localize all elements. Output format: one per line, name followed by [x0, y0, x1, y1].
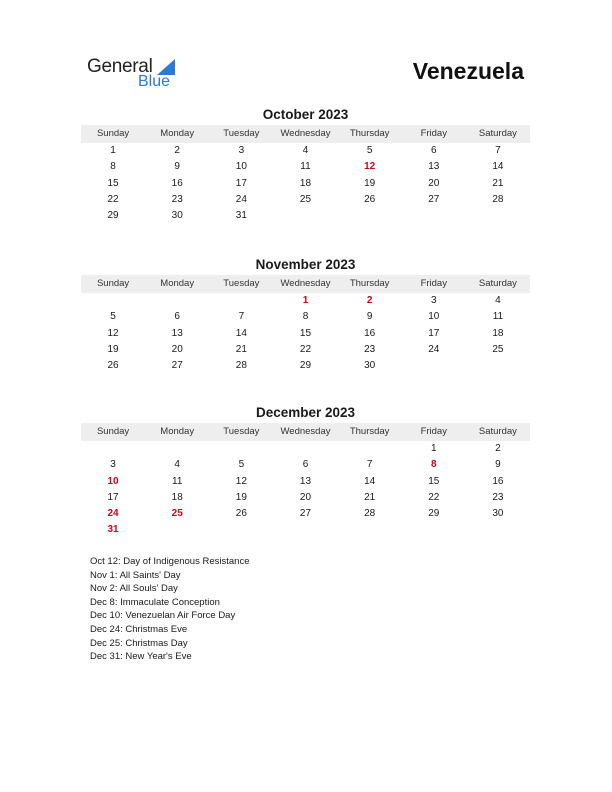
week-row [81, 522, 530, 538]
day-cell: 27 [428, 193, 440, 205]
weekday-label: Tuesday [223, 278, 260, 289]
day-cell: 31 [235, 210, 247, 222]
weekday-label: Wednesday [280, 128, 331, 139]
country-title: Venezuela [412, 58, 524, 84]
day-cell: 11 [492, 311, 504, 323]
day-cell: 20 [171, 343, 183, 355]
holiday-note: Dec 10: Venezuelan Air Force Day [90, 610, 236, 622]
day-cell: 3 [110, 459, 116, 471]
day-cell: 27 [171, 360, 183, 372]
day-cell: 22 [299, 343, 312, 355]
month-calendar [81, 257, 530, 374]
day-cell: 5 [110, 311, 116, 323]
week-row [81, 441, 530, 457]
week-row [81, 506, 530, 522]
day-cell [466, 522, 530, 538]
day-cell: 23 [364, 343, 376, 355]
holiday-note: Nov 1: All Saints' Day [90, 569, 181, 581]
day-cell: 26 [235, 508, 247, 520]
day-cell: 13 [428, 161, 440, 173]
holiday-day-cell: 1 [302, 295, 309, 306]
day-cell: 25 [299, 193, 312, 205]
day-cell: 4 [495, 295, 501, 306]
day-cell: 21 [364, 491, 376, 503]
day-cell: 17 [107, 491, 119, 503]
weekday-label: Thursday [349, 426, 390, 437]
day-cell [402, 522, 466, 538]
month-title: November 2023 [255, 257, 356, 272]
day-cell: 20 [428, 177, 440, 189]
week-row [81, 358, 530, 374]
day-cell [209, 522, 273, 538]
weekday-label: Thursday [349, 278, 390, 289]
day-cell: 7 [238, 311, 245, 323]
day-cell: 13 [299, 475, 312, 487]
day-cell: 15 [299, 327, 312, 339]
holiday-day-cell: 31 [107, 524, 119, 536]
weekday-label: Thursday [349, 128, 390, 139]
day-cell [209, 293, 273, 309]
day-cell: 26 [364, 193, 376, 205]
day-cell: 19 [107, 343, 119, 355]
day-cell: 8 [110, 161, 116, 173]
day-cell: 5 [238, 459, 245, 471]
weekday-label: Saturday [478, 278, 517, 289]
day-cell: 29 [428, 508, 440, 520]
weekday-label: Wednesday [280, 426, 331, 437]
day-cell: 16 [171, 177, 183, 189]
weekday-label: Friday [420, 426, 447, 437]
day-cell: 20 [299, 491, 312, 503]
day-cell: 1 [110, 145, 116, 156]
week-row [81, 192, 530, 208]
day-cell: 21 [235, 343, 247, 355]
day-cell: 12 [107, 327, 119, 339]
week-row [81, 457, 530, 473]
logo-blue-text: Blue [138, 73, 171, 90]
day-cell: 1 [430, 443, 437, 454]
weekday-label: Monday [160, 278, 195, 289]
day-cell [402, 208, 466, 224]
holiday-day-cell: 25 [171, 508, 183, 520]
weekday-label: Friday [420, 128, 447, 139]
weekday-label: Sunday [96, 426, 130, 437]
holiday-day-cell: 24 [107, 508, 119, 520]
holiday-day-cell: 10 [107, 475, 119, 487]
day-cell: 11 [300, 161, 311, 173]
day-cell: 28 [492, 193, 504, 205]
holiday-note: Nov 2: All Souls' Day [90, 583, 178, 595]
day-cell: 15 [428, 475, 440, 487]
day-cell: 7 [366, 459, 373, 471]
weekday-label: Tuesday [223, 426, 260, 437]
day-cell: 30 [171, 210, 183, 222]
week-row [81, 293, 530, 309]
weekday-label: Tuesday [223, 128, 260, 139]
month-title: October 2023 [262, 107, 349, 122]
day-cell: 15 [107, 177, 119, 189]
day-cell: 16 [492, 475, 504, 487]
logo-general-text: General [87, 56, 153, 77]
holiday-note: Dec 24: Christmas Eve [90, 623, 188, 635]
day-cell: 29 [299, 360, 312, 372]
day-cell [466, 208, 530, 224]
day-cell [338, 441, 402, 457]
day-cell: 5 [366, 145, 373, 156]
week-row [81, 309, 530, 325]
weekday-header [81, 423, 530, 441]
week-row [81, 490, 530, 506]
day-cell: 17 [235, 177, 247, 189]
day-cell: 22 [107, 193, 119, 205]
week-row [81, 342, 530, 358]
weekday-label: Monday [160, 426, 195, 437]
day-cell: 24 [428, 343, 440, 355]
day-cell: 9 [366, 311, 373, 323]
day-cell: 14 [364, 475, 376, 487]
weekday-header [81, 275, 530, 293]
month-calendar [81, 107, 530, 224]
weekday-label: Friday [420, 278, 447, 289]
month-title: December 2023 [255, 405, 356, 420]
week-row [81, 143, 530, 159]
week-row [81, 176, 530, 192]
holiday-note: Dec 8: Immaculate Conception [90, 596, 220, 608]
day-cell: 10 [428, 311, 440, 323]
day-cell: 2 [495, 443, 501, 454]
day-cell: 13 [171, 327, 183, 339]
day-cell: 14 [492, 161, 504, 173]
day-cell: 16 [364, 327, 376, 339]
day-cell [145, 441, 209, 457]
day-cell [338, 522, 402, 538]
holiday-day-cell: 8 [430, 459, 437, 471]
week-row [81, 326, 530, 342]
day-cell: 19 [235, 491, 247, 503]
day-cell [338, 208, 402, 224]
day-cell: 25 [492, 343, 504, 355]
day-cell: 4 [174, 459, 180, 471]
holiday-note: Dec 25: Christmas Day [90, 637, 188, 649]
day-cell: 6 [174, 311, 180, 323]
day-cell [402, 358, 466, 374]
day-cell: 28 [235, 360, 247, 372]
day-cell [209, 441, 273, 457]
month-calendar [81, 405, 530, 539]
day-cell: 3 [238, 145, 245, 156]
day-cell: 24 [235, 193, 247, 205]
day-cell: 28 [364, 508, 376, 520]
day-cell: 10 [235, 161, 247, 173]
day-cell: 22 [428, 491, 440, 503]
day-cell: 12 [235, 475, 247, 487]
day-cell: 18 [492, 327, 504, 339]
day-cell [273, 208, 337, 224]
day-cell: 21 [492, 177, 504, 189]
day-cell [145, 522, 209, 538]
day-cell: 26 [107, 360, 119, 372]
weekday-label: Saturday [478, 426, 517, 437]
weekday-label: Wednesday [280, 278, 331, 289]
day-cell: 30 [492, 508, 504, 520]
holiday-notes [90, 555, 249, 664]
day-cell: 14 [235, 327, 247, 339]
weekday-label: Monday [160, 128, 195, 139]
day-cell: 18 [171, 491, 183, 503]
day-cell [81, 441, 145, 457]
holiday-day-cell: 12 [364, 161, 376, 173]
holiday-day-cell: 2 [366, 295, 373, 306]
weekday-label: Saturday [478, 128, 517, 139]
day-cell: 2 [174, 145, 180, 156]
week-row [81, 208, 530, 224]
day-cell: 29 [107, 210, 119, 222]
day-cell: 23 [171, 193, 183, 205]
day-cell: 11 [172, 475, 183, 487]
day-cell: 30 [364, 360, 376, 372]
day-cell: 8 [302, 311, 309, 323]
weekday-label: Sunday [96, 278, 130, 289]
day-cell [466, 358, 530, 374]
day-cell: 4 [302, 145, 309, 156]
day-cell: 23 [492, 491, 504, 503]
day-cell [145, 293, 209, 309]
weekday-header [81, 125, 530, 143]
day-cell [273, 441, 337, 457]
day-cell: 3 [430, 295, 437, 306]
day-cell: 9 [495, 459, 501, 471]
week-row [81, 159, 530, 175]
day-cell [81, 293, 145, 309]
day-cell: 6 [302, 459, 309, 471]
day-cell: 19 [364, 177, 376, 189]
week-row [81, 474, 530, 490]
day-cell: 27 [299, 508, 312, 520]
day-cell: 18 [299, 177, 312, 189]
holiday-note: Oct 12: Day of Indigenous Resistance [90, 556, 250, 567]
day-cell: 9 [174, 161, 180, 173]
day-cell: 6 [430, 145, 437, 156]
weekday-label: Sunday [96, 128, 130, 139]
day-cell: 7 [495, 145, 501, 156]
holiday-note: Dec 31: New Year's Eve [90, 651, 192, 663]
day-cell [273, 522, 337, 538]
generalblue-logo [87, 56, 187, 92]
day-cell: 17 [428, 327, 440, 339]
